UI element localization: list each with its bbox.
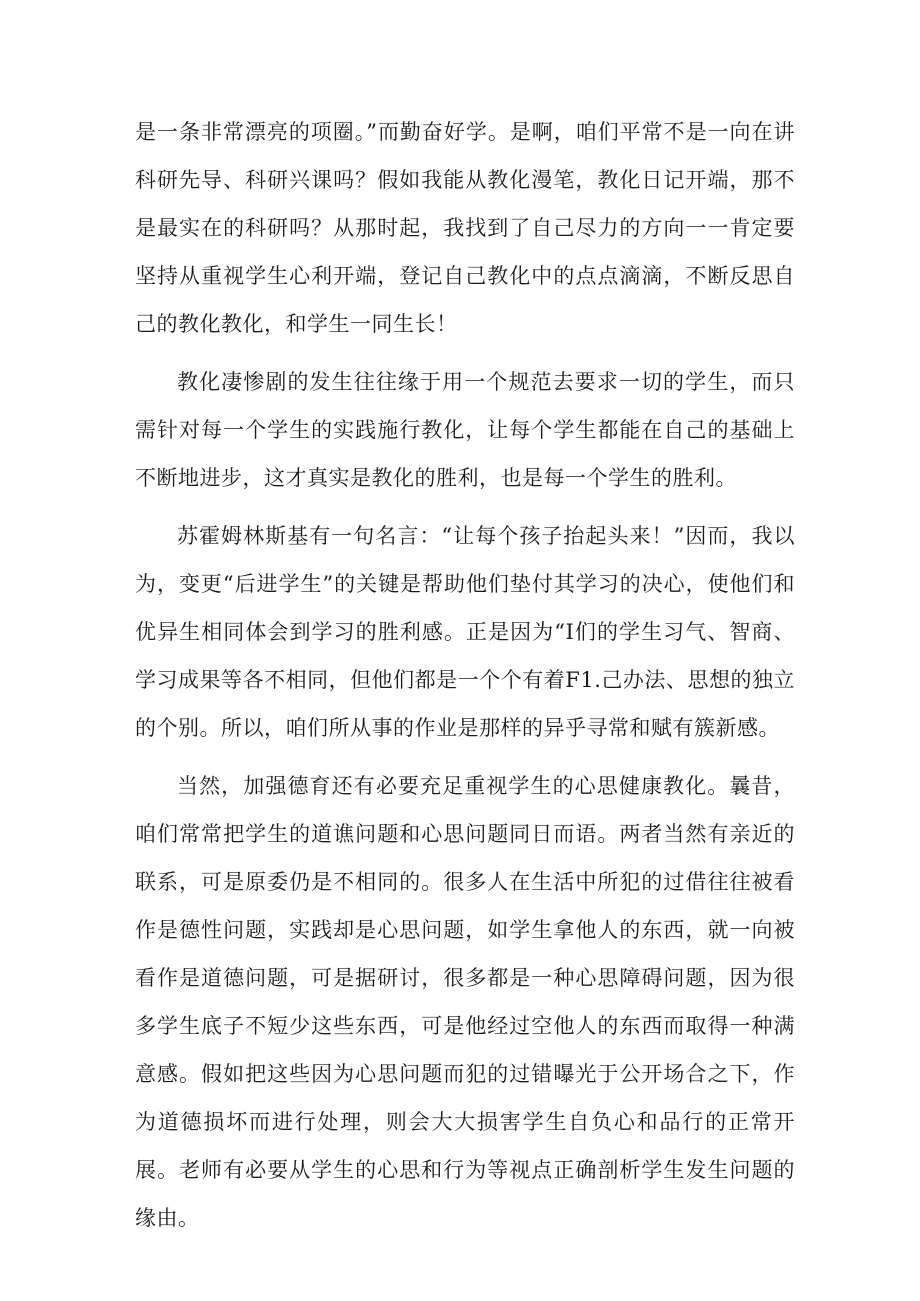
paragraph: 教化凄惨剧的发生往往缘于用一个规范去要求一切的学生，而只需针对每一个学生的实践施行教化，让每个学生都能在自己的基础上不断地进步，这才真实是教化的胜利，也是每一个学生的胜利。	[135, 370, 795, 490]
paragraph: 苏霍姆林斯基有一句名言：“让每个孩子抬起头来！”因而，我以为，变更“后进学生”的关键是帮助他们垫付其学习的决心，使他们和优异生相同体会到学习的胜利感。正是因为“I们的学生习气、智商、学习成果等各不相同，但他们都是一个个有着F1.己办法、思想的独立的个别。所以，咱们所从事的作业是那样的异乎寻常和赋有簇新感。	[135, 524, 795, 740]
paragraph: 当然，加强德育还有必要充足重视学生的心思健康教化。曩昔，咱们常常把学生的道谯问题和心思问题同日而语。两者当然有亲近的联系，可是原委仍是不相同的。很多人在生活中所犯的过借往往被看作是德性问题，实践却是心思问题，如学生拿他人的东西，就一向被看作是道德问题，可是据研讨，很多都是一种心思障碍问题，因为很多学生底子不短少这些东西，可是他经过空他人的东西而取得一种满意感。假如把这些因为心思问题而犯的过错曝光于公开场合之下，作为道德损坏而进行处理，则会大大损害学生自负心和品行的正常开展。老师有必要从学生的心思和行为等视点正确剖析学生发生问题的缘由。	[135, 774, 795, 1230]
paragraph-continued: 是一条非常漂亮的项圈。”而勤奋好学。是啊，咱们平常不是一向在讲科研先导、科研兴课吗？假如我能从教化漫笔，教化日记开端，那不是最实在的科研吗？从那时起，我找到了自己尽力的方向一一肯定要坚持从重视学生心利开端，登记自己教化中的点点滴滴，不断反思自己的教化教化，和学生一同生长！	[135, 120, 795, 336]
document-body	[135, 108, 795, 1252]
